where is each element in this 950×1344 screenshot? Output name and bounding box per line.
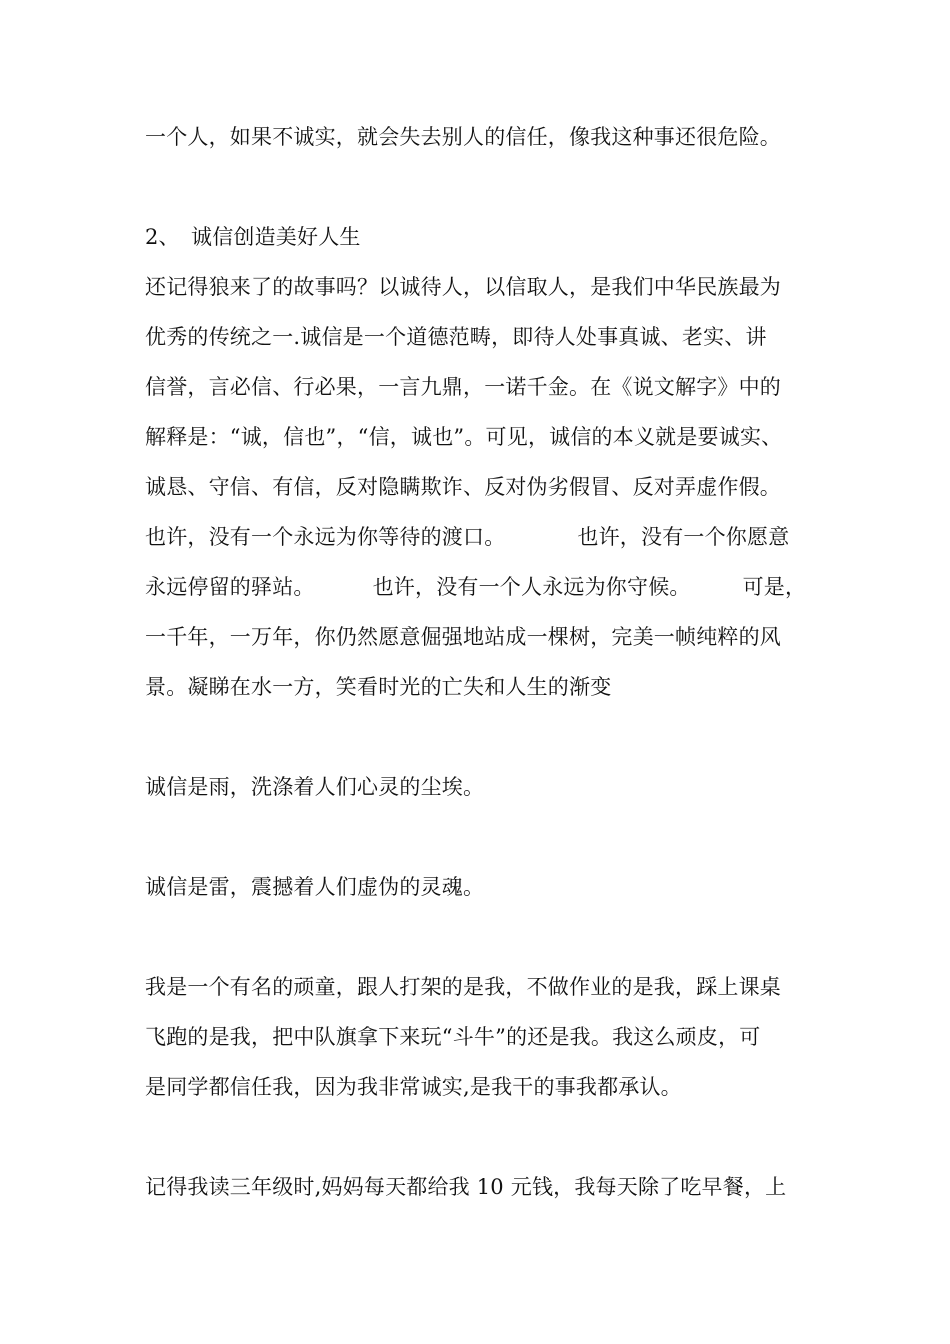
text-line xyxy=(145,522,810,552)
text-segment: 永远停留的驿站。 xyxy=(145,575,315,599)
text-line: 记得我读三年级时,妈妈每天都给我 10 元钱，我每天除了吃早餐，上 xyxy=(145,1175,787,1199)
text-line: 还记得狼来了的故事吗？以诚待人，以信取人，是我们中华民族最为 xyxy=(145,275,781,299)
text-line: 信誉，言必信、行必果，一言九鼎，一诺千金。在《说文解字》中的 xyxy=(145,375,781,399)
text-line: 诚信是雷，震撼着人们虚伪的灵魂。 xyxy=(145,875,485,899)
text-line: 我是一个有名的顽童，跟人打架的是我，不做作业的是我，踩上课桌 xyxy=(145,975,781,999)
text-line: 一千年，一万年，你仍然愿意倔强地站成一棵树，完美一帧纯粹的风 xyxy=(145,625,781,649)
section-heading xyxy=(145,222,810,252)
heading-text: 诚信创造美好人生 xyxy=(191,225,361,249)
text-segment: 也许，没有一个永远为你等待的渡口。 xyxy=(145,525,506,549)
text-line: 飞跑的是我，把中队旗拿下来玩“斗牛”的还是我。我这么顽皮，可 xyxy=(145,1025,761,1049)
text-line: 是同学都信任我，因为我非常诚实,是我干的事我都承认。 xyxy=(145,1075,682,1099)
text-segment: 也许，没有一个人永远为你守候。 xyxy=(372,575,691,599)
text-line: 一个人，如果不诚实，就会失去别人的信任，像我这种事还很危险。 xyxy=(145,125,781,149)
text-segment: 也许，没有一个你愿意 xyxy=(577,525,790,549)
heading-number: 2、 xyxy=(145,225,180,249)
text-line: 诚信是雨，洗涤着人们心灵的尘埃。 xyxy=(145,775,485,799)
text-line: 诚恳、守信、有信，反对隐瞒欺诈、反对伪劣假冒、反对弄虚作假。 xyxy=(145,475,781,499)
text-line: 解释是：“诚，信也”，“信，诚也”。可见，诚信的本义就是要诚实、 xyxy=(145,425,783,449)
text-line: 景。凝睇在水一方，笑看时光的亡失和人生的渐变 xyxy=(145,675,612,699)
text-line: 优秀的传统之一.诚信是一个道德范畴，即待人处事真诚、老实、讲 xyxy=(145,325,767,349)
text-line xyxy=(145,572,810,602)
text-segment: 可是， xyxy=(742,575,807,599)
